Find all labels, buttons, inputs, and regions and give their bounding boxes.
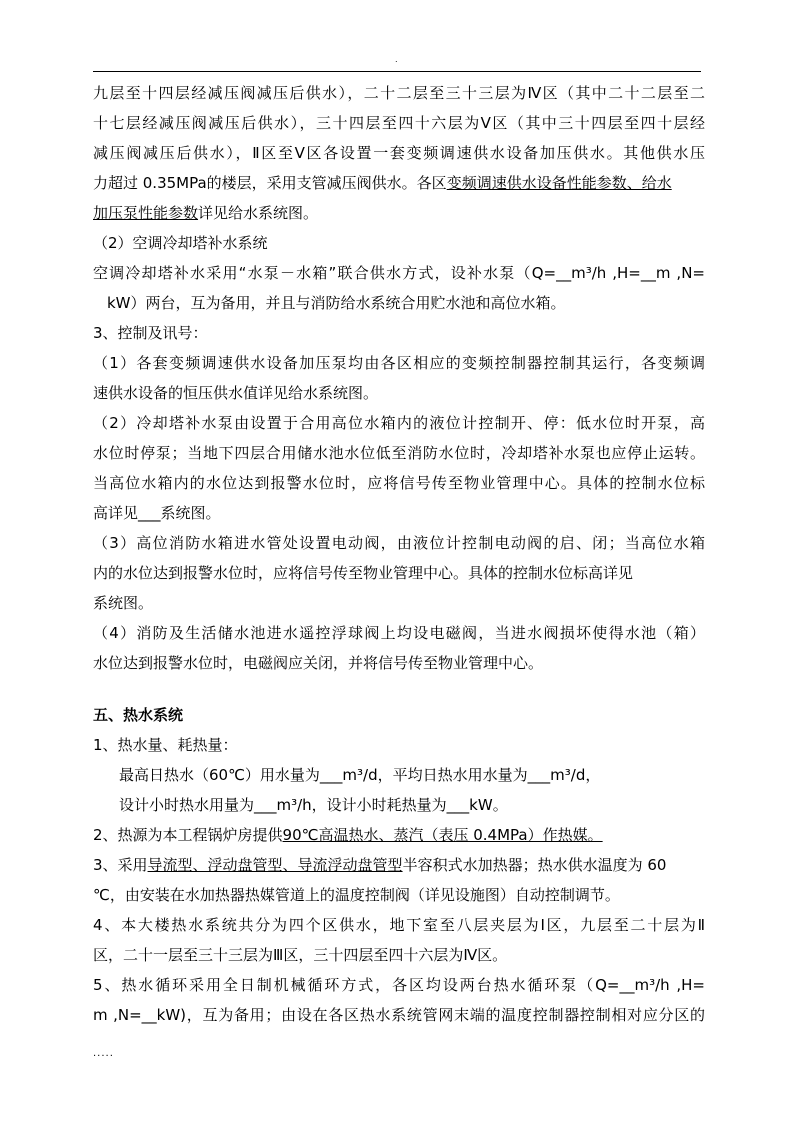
p1-line-1: 九层至十四层经减压阀减压后供水），二十二层至三十三层为Ⅳ区（其中二十二层至二 bbox=[93, 84, 705, 102]
control-4-line-2: 水位达到报警水位时，电磁阀应关闭，并将信号传至物业管理中心。 bbox=[93, 654, 544, 672]
p1-line-2: 十七层经减压阀减压后供水），三十四层至四十六层为Ⅴ区（其中三十四层至四十层经 bbox=[93, 114, 705, 132]
control-1-line-2: 速供水设备的恒压供水值详见给水系统图。 bbox=[93, 384, 379, 402]
p1-line-5-text: 详见给水系统图。 bbox=[198, 204, 319, 222]
hot-water-item-4-line-b: 区，二十一层至三十三层为Ⅲ区，三十四层至四十六层为Ⅳ区。 bbox=[93, 946, 508, 964]
hot-water-item-4: 4、本大楼热水系统共分为四个区供水，地下室至八层夹层为Ⅰ区，九层至二十层为Ⅱ bbox=[93, 916, 705, 934]
hot-water-item-2-underlined: 90℃高温热水、蒸汽（表压 0.4MPa）作热媒。 bbox=[282, 826, 603, 844]
control-2-line-2: 水位时停泵；当地下四层合用储水池水位低至消防水位时，冷却塔补水泵也应停止运转。 bbox=[93, 444, 705, 462]
hot-water-item-2-text: 2、热源为本工程锅炉房提供 bbox=[93, 826, 283, 844]
p1-line-4-text: 力超过 0.35MPa的楼层，采用支管减压阀供水。各区 bbox=[93, 174, 447, 192]
control-3-line-3: 系统图。 bbox=[93, 594, 154, 612]
p1-line-5 bbox=[93, 200, 318, 226]
header-mark: . bbox=[395, 55, 398, 64]
control-3-line-2: 内的水位达到报警水位时，应将信号传至物业管理中心。具体的控制水位标高详见 bbox=[93, 564, 634, 582]
p1-line-5-underlined: 加压泵性能参数 bbox=[93, 204, 199, 222]
p1-line-3: 减压阀减压后供水），Ⅱ区至Ⅴ区各设置一套变频调速供水设备加压供水。其他供水压 bbox=[93, 144, 705, 162]
hot-water-item-1-line-b: 设计小时热水用量为___m³/h，设计小时耗热量为___kW。 bbox=[119, 796, 508, 814]
hot-water-item-5: 5、热水循环采用全日制机械循环方式，各区均设两台热水循环泵（Q=__m³/h ,H= bbox=[93, 976, 705, 994]
control-2-line-1: （2）冷却塔补水泵由设置于合用高位水箱内的液位计控制开、停：低水位时开泵，高 bbox=[93, 414, 705, 432]
footer-mark: ..... bbox=[93, 1048, 114, 1059]
control-4-line-1: （4）消防及生活储水池进水遥控浮球阀上均设电磁阀，当进水阀损坏使得水池（箱） bbox=[93, 624, 705, 642]
section-2-line-1: 空调冷却塔补水采用“水泵－水箱”联合供水方式，设补水泵（Q=__m³/h ,H=__m ,N= bbox=[93, 264, 705, 282]
control-2-line-4: 高详见___系统图。 bbox=[93, 504, 221, 522]
hot-water-item-3-line-b: ℃，由安装在水加热器热媒管道上的温度控制阀（详见设施图）自动控制调节。 bbox=[93, 886, 620, 904]
hot-water-item-1-line-a: 最高日热水（60℃）用水量为___m³/d，平均日热水用水量为___m³/d， bbox=[119, 766, 601, 784]
hot-water-item-3-post: 半容积式水加热器；热水供水温度为 60 bbox=[402, 856, 667, 874]
p1-line-4 bbox=[93, 170, 672, 196]
control-3-line-1: （3）高位消防水箱进水管处设置电动阀，由液位计控制电动阀的启、闭；当高位水箱 bbox=[93, 534, 705, 552]
hot-water-item-3-pre: 3、采用 bbox=[93, 856, 148, 874]
hot-water-item-2 bbox=[93, 822, 603, 848]
control-1-line-1: （1）各套变频调速供水设备加压泵均由各区相应的变频控制器控制其运行，各变频调 bbox=[93, 354, 705, 372]
section-2-title: （2）空调冷却塔补水系统 bbox=[93, 234, 268, 252]
hot-water-item-3 bbox=[93, 852, 666, 878]
section-3-title: 3、控制及讯号： bbox=[93, 324, 208, 342]
hot-water-item-3-underlined: 导流型、浮动盘管型、导流浮动盘管型 bbox=[147, 856, 403, 874]
section-2-line-2: kW）两台，互为备用，并且与消防给水系统合用贮水池和高位水箱。 bbox=[107, 294, 566, 312]
hot-water-item-1: 1、热水量、耗热量： bbox=[93, 736, 238, 754]
p1-line-4-underlined: 变频调速供水设备性能参数、给水 bbox=[446, 174, 672, 192]
control-2-line-3: 当高位水箱内的水位达到报警水位时，应将信号传至物业管理中心。具体的控制水位标 bbox=[93, 474, 705, 492]
header-rule bbox=[93, 71, 701, 72]
hot-water-item-5-line-b: m ,N=__kW)，互为备用；由设在各区热水系统管网末端的温度控制器控制相对应分区的 bbox=[93, 1006, 705, 1024]
section-5-heading: 五、热水系统 bbox=[93, 706, 184, 724]
